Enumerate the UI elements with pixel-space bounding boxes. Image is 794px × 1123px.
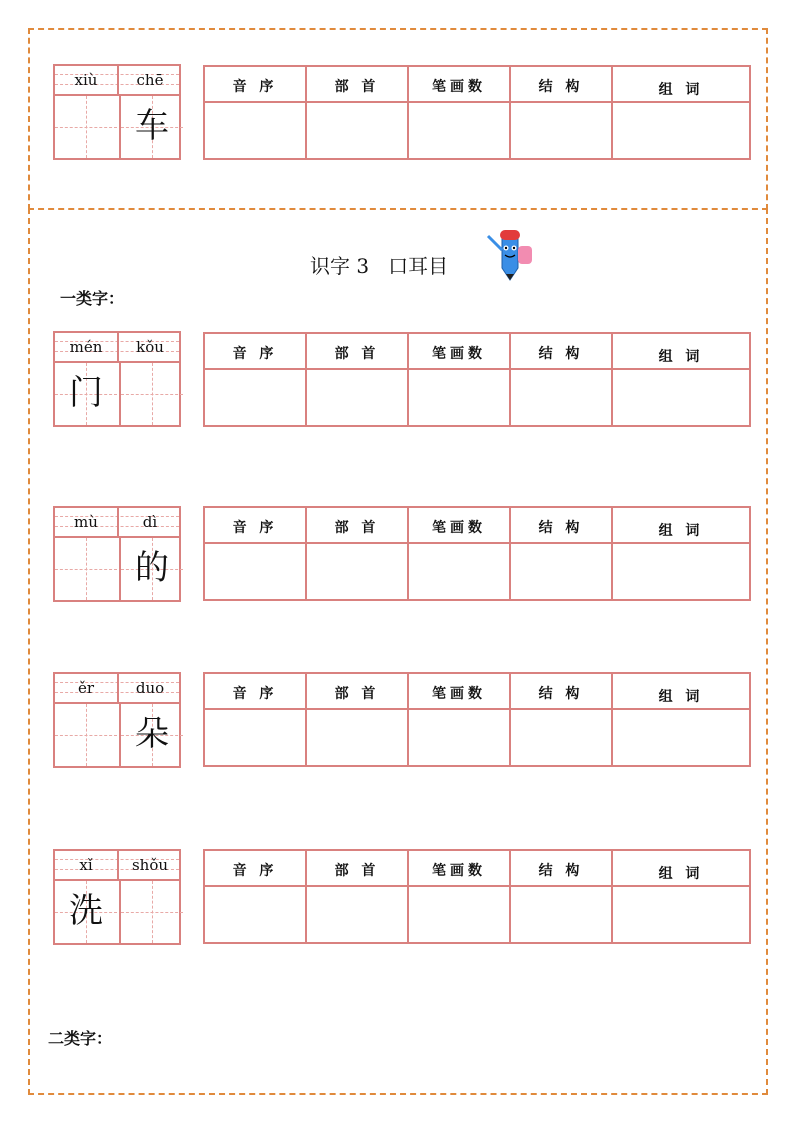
header-jiegou: 结 构 — [538, 686, 584, 702]
pinyin-left: mén — [69, 338, 103, 356]
header-zuci: 组 词 — [658, 689, 704, 705]
hanzi-character: 车 — [135, 106, 169, 146]
answer-cell-yinxu[interactable] — [205, 544, 307, 599]
answer-cell-yinxu[interactable] — [205, 710, 307, 765]
header-bihuashu: 笔画数 — [432, 79, 486, 95]
pinyin-right: dì — [142, 513, 158, 531]
header-yinxu: 音 序 — [232, 346, 278, 362]
answer-cell-jiegou[interactable] — [511, 544, 613, 599]
header-jiegou: 结 构 — [538, 863, 584, 879]
answer-cell-jiegou[interactable] — [511, 370, 613, 425]
header-zuci: 组 词 — [658, 82, 704, 98]
answer-cell-zuci[interactable] — [613, 710, 749, 765]
info-table-2 — [203, 506, 751, 601]
answer-cell-jiegou[interactable] — [511, 103, 613, 158]
header-jiegou: 结 构 — [538, 346, 584, 362]
pinyin-right: shǒu — [131, 856, 169, 874]
pinyin-right: chē — [136, 71, 164, 89]
header-yinxu: 音 序 — [232, 863, 278, 879]
category-one-label: 一类字： — [60, 289, 125, 308]
header-zuci: 组 词 — [658, 349, 704, 365]
answer-cell-bushou[interactable] — [307, 710, 409, 765]
pinyin-right: kǒu — [136, 338, 164, 356]
answer-cell-zuci[interactable] — [613, 887, 749, 942]
pinyin-left: ěr — [77, 679, 95, 697]
header-bihuashu: 笔画数 — [432, 686, 486, 702]
pinyin-grid-4 — [53, 849, 181, 945]
lesson-title: 识字 3 口耳目 — [310, 254, 449, 278]
header-jiegou: 结 构 — [538, 520, 584, 536]
answer-cell-yinxu[interactable] — [205, 103, 307, 158]
hanzi-character: 洗 — [69, 891, 103, 931]
header-yinxu: 音 序 — [232, 686, 278, 702]
info-table-0 — [203, 65, 751, 160]
header-bihuashu: 笔画数 — [432, 346, 486, 362]
hanzi-character: 门 — [69, 373, 103, 413]
header-jiegou: 结 构 — [538, 79, 584, 95]
hanzi-character: 的 — [135, 548, 169, 588]
answer-cell-jiegou[interactable] — [511, 710, 613, 765]
answer-cell-zuci[interactable] — [613, 103, 749, 158]
pinyin-grid-0 — [53, 64, 181, 160]
answer-cell-bihuashu[interactable] — [409, 710, 511, 765]
pinyin-right: duo — [135, 679, 165, 697]
hanzi-character: 朵 — [135, 714, 169, 754]
pinyin-left: mù — [74, 513, 98, 531]
info-table-1 — [203, 332, 751, 427]
answer-cell-bushou[interactable] — [307, 887, 409, 942]
pinyin-grid-3 — [53, 672, 181, 768]
info-table-4 — [203, 849, 751, 944]
header-zuci: 组 词 — [658, 866, 704, 882]
answer-cell-bihuashu[interactable] — [409, 544, 511, 599]
header-bushou: 部 首 — [334, 520, 380, 536]
pinyin-left: xiù — [74, 71, 98, 89]
answer-cell-bihuashu[interactable] — [409, 887, 511, 942]
header-bushou: 部 首 — [334, 686, 380, 702]
pinyin-grid-2 — [53, 506, 181, 602]
header-bushou: 部 首 — [334, 346, 380, 362]
pencil-mascot-icon — [484, 224, 540, 286]
pinyin-grid-1 — [53, 331, 181, 427]
header-zuci: 组 词 — [658, 523, 704, 539]
answer-cell-bihuashu[interactable] — [409, 370, 511, 425]
answer-cell-zuci[interactable] — [613, 370, 749, 425]
answer-cell-bushou[interactable] — [307, 370, 409, 425]
header-bushou: 部 首 — [334, 79, 380, 95]
answer-cell-zuci[interactable] — [613, 544, 749, 599]
answer-cell-jiegou[interactable] — [511, 887, 613, 942]
answer-cell-yinxu[interactable] — [205, 887, 307, 942]
answer-cell-bushou[interactable] — [307, 544, 409, 599]
info-table-3 — [203, 672, 751, 767]
header-yinxu: 音 序 — [232, 520, 278, 536]
header-bihuashu: 笔画数 — [432, 520, 486, 536]
header-yinxu: 音 序 — [232, 79, 278, 95]
pinyin-left: xǐ — [79, 856, 93, 874]
header-bushou: 部 首 — [334, 863, 380, 879]
header-bihuashu: 笔画数 — [432, 863, 486, 879]
answer-cell-bushou[interactable] — [307, 103, 409, 158]
answer-cell-yinxu[interactable] — [205, 370, 307, 425]
answer-cell-bihuashu[interactable] — [409, 103, 511, 158]
category-two-label: 二类字： — [48, 1029, 113, 1048]
